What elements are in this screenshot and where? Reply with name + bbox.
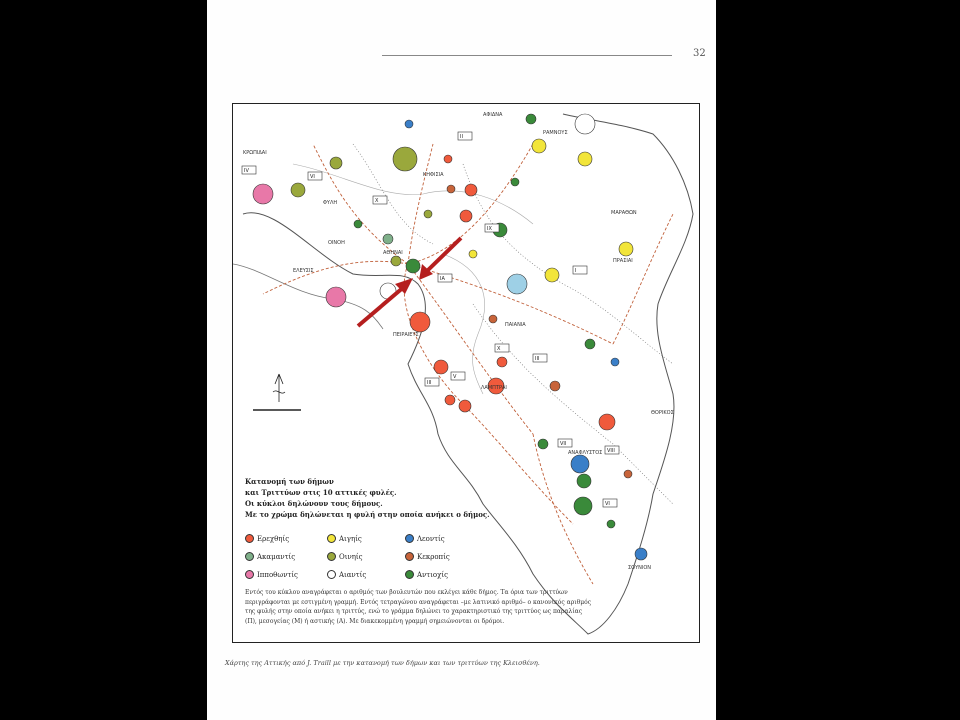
deme-circle — [489, 315, 497, 323]
place-label: ΜΑΡΑΘΩΝ — [611, 210, 637, 216]
legend-label: Ιπποθωντίς — [257, 570, 298, 579]
deme-circle — [444, 155, 452, 163]
legend-label: Ακαμαντίς — [257, 552, 296, 561]
deme-circle — [445, 395, 455, 405]
deme-circle — [410, 312, 430, 332]
place-label: ΣΟΥΝΙΟΝ — [628, 565, 652, 571]
note-line: περιγράφονται με εστιγμένη γραμμή. Εντός τετραγώνου αναγράφεται –με λατινικό αριθμό– ο κανονικός αριθμός — [245, 598, 592, 606]
trittys-box-label: III — [535, 356, 540, 362]
trittys-box-label: II — [460, 134, 463, 140]
legend-swatch — [245, 570, 254, 579]
deme-circle — [434, 360, 448, 374]
legend-swatch — [327, 552, 336, 561]
header-rule — [382, 55, 672, 56]
trittys-box-label: X — [497, 346, 501, 352]
legend-item — [405, 534, 445, 543]
page-number: 32 — [693, 48, 706, 59]
place-label: ΠΕΙΡΑΙΕΥΣ — [393, 332, 419, 338]
place-label: ΕΛΕΥΣΙΣ — [293, 268, 314, 274]
attica-map — [233, 104, 700, 643]
deme-circle — [459, 400, 471, 412]
deme-circle — [507, 274, 527, 294]
deme-circle — [538, 439, 548, 449]
boundary — [473, 304, 673, 504]
deme-circle — [575, 114, 595, 134]
legend-title-line: Με το χρώμα δηλώνεται η φυλή στην οποία ανήκει ο δήμος. — [245, 510, 490, 519]
deme-circle — [635, 548, 647, 560]
trittys-box-label: IV — [244, 168, 249, 174]
legend-swatch — [327, 570, 336, 579]
legend-item — [327, 552, 363, 561]
legend-label: Ερεχθηίς — [257, 534, 290, 543]
deme-circle — [545, 268, 559, 282]
deme-circle — [406, 259, 420, 273]
trittys-box-label: I — [575, 268, 577, 274]
legend-label: Λεοντίς — [417, 534, 445, 543]
legend-item — [245, 570, 298, 579]
note-line: της φυλής στην οποία ανήκει η τριττύς, ενώ το γράμμα δηλώνει το χαρακτηριστικό της τριττύος ως παραλίας — [245, 608, 583, 615]
note-line: (Π), μεσογείας (Μ) ή αστικής (Α). Με διακεκομμένη γραμμή σημειώνονται οι δρόμοι. — [245, 617, 505, 625]
deme-circle — [469, 250, 477, 258]
legend-title — [245, 476, 490, 520]
deme-circle — [550, 381, 560, 391]
legend-swatch — [327, 534, 336, 543]
trittys-box-label: IA — [440, 276, 445, 282]
deme-circle — [571, 455, 589, 473]
figure-caption: Χάρτης της Αττικής από J. Traill με την κατανομή των δήμων και των τριττύων της Κλεισθένη. — [225, 659, 540, 667]
place-label: ΡΑΜΝΟΥΣ — [543, 130, 568, 136]
red-arrow — [426, 238, 461, 272]
legend-label: Κεκροπίς — [417, 552, 450, 561]
trittys-box-label: VI — [605, 501, 610, 507]
legend-swatch — [245, 552, 254, 561]
map-note — [245, 588, 685, 626]
deme-circle — [511, 178, 519, 186]
trittys-box-label: IX — [487, 226, 492, 232]
deme-circle — [526, 114, 536, 124]
place-label: ΟΙΝΟΗ — [328, 240, 345, 246]
deme-circle — [391, 256, 401, 266]
boundary — [463, 164, 673, 364]
deme-circle — [393, 147, 417, 171]
place-label: ΛΑΜΠΤΡΑΙ — [481, 385, 507, 391]
deme-circle — [460, 210, 472, 222]
legend-title-line: Οι κύκλοι δηλώνουν τους δήμους. — [245, 499, 383, 508]
place-label: ΦΥΛΗ — [323, 200, 338, 206]
deme-circle — [607, 520, 615, 528]
deme-circle — [383, 234, 393, 244]
place-label: ΘΟΡΙΚΟΣ — [651, 410, 674, 416]
legend-swatch — [405, 570, 414, 579]
deme-circle — [585, 339, 595, 349]
deme-circle — [447, 185, 455, 193]
place-label: ΑΦΙΔΝΑ — [483, 112, 503, 118]
book-page — [207, 0, 716, 720]
deme-circle — [465, 184, 477, 196]
deme-circle — [624, 470, 632, 478]
legend-item — [245, 534, 289, 543]
place-label: ΚΡΩΠΙΔΑΙ — [243, 150, 267, 156]
place-label: ΠΑΙΑΝΙΑ — [505, 322, 526, 328]
deme-circle — [619, 242, 633, 256]
legend-item — [327, 534, 362, 543]
deme-circle — [354, 220, 362, 228]
legend-label: Οινηίς — [339, 552, 363, 561]
legend-label: Αιαντίς — [339, 570, 367, 579]
legend-item — [405, 570, 448, 579]
place-label: ΚΗΦΙΣΙΑ — [423, 172, 444, 178]
deme-circle — [574, 497, 592, 515]
legend-item — [327, 570, 366, 579]
north-arrow-icon — [273, 374, 285, 402]
trittys-box-label: III — [427, 380, 432, 386]
road — [613, 214, 673, 344]
map-frame — [232, 103, 700, 643]
place-label: ΑΘΗΝΑΙ — [383, 250, 403, 256]
note-line: Εντός του κύκλου αναγράφεται ο αριθμός των βουλευτών που εκλέγει κάθε δήμος. Τα όρια των τριττύων — [245, 589, 568, 596]
deme-circle — [532, 139, 546, 153]
legend-swatch — [405, 552, 414, 561]
deme-circle — [497, 357, 507, 367]
trittys-box-label: V — [453, 374, 457, 380]
deme-circle — [405, 120, 413, 128]
deme-circle — [611, 358, 619, 366]
legend-title-line: Κατανομή των δήμων — [245, 477, 334, 486]
deme-circle — [330, 157, 342, 169]
legend-label: Αντιοχίς — [417, 570, 449, 579]
deme-circle — [599, 414, 615, 430]
trittys-box-label: VIII — [607, 448, 615, 454]
trittys-box-label: X — [375, 198, 379, 204]
legend-title-line: και Τριττύων στις 10 αττικές φυλές. — [245, 488, 397, 497]
legend-swatch — [245, 534, 254, 543]
legend-item — [245, 552, 295, 561]
trittys-box-label: VI — [310, 174, 315, 180]
place-label: ΠΡΑΣΙΑΙ — [613, 258, 633, 264]
deme-circle — [253, 184, 273, 204]
deme-circle — [578, 152, 592, 166]
legend-swatch — [405, 534, 414, 543]
deme-circle — [326, 287, 346, 307]
legend-label: Αιγηίς — [339, 534, 362, 543]
mountain-ridge — [293, 164, 533, 224]
deme-circle — [291, 183, 305, 197]
deme-circle — [424, 210, 432, 218]
legend-item — [405, 552, 450, 561]
place-label: ΑΝΑΦΛΥΣΤΟΣ — [568, 450, 603, 456]
road — [408, 144, 533, 264]
trittys-box-label: VII — [560, 441, 567, 447]
deme-circle — [577, 474, 591, 488]
